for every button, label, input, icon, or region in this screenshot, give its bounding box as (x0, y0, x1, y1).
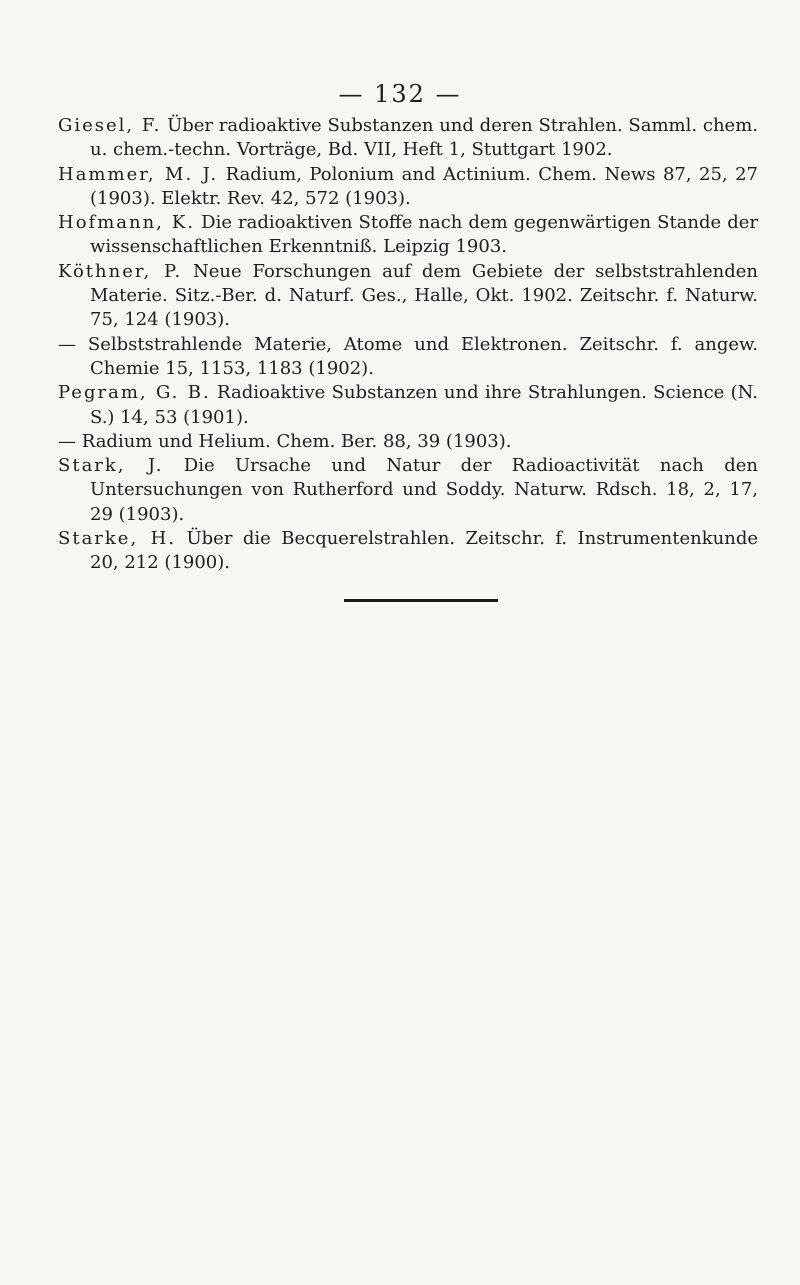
entry-text: Die radioaktiven Stoffe nach dem gegenwärtigen Stande der wissenschaftlichen Erkenntniß. Leipzig 1903. (90, 212, 759, 258)
end-rule (344, 599, 498, 602)
entry-author: Pegram, G. B. (58, 382, 211, 404)
entry-author: Köthner, P. (58, 260, 183, 282)
bibliography-entry (58, 527, 758, 576)
entry-author: Hammer, M. J. (58, 163, 219, 185)
entry-author: Starke, H. (58, 528, 177, 550)
bibliography-entry (58, 114, 758, 163)
entry-author: Hofmann, K. (58, 212, 196, 234)
entry-text: Radioaktive Substanzen und ihre Strahlungen. Science (N. S.) 14, 53 (1901). (90, 382, 758, 428)
bibliography-entry (58, 333, 758, 382)
page-number: — 132 — (338, 80, 462, 108)
bibliography-entry (58, 163, 758, 212)
entry-text: Radium, Polonium and Actinium. Chem. News 87, 25, 27 (1903). Elektr. Rev. 42, 572 (1903). (90, 163, 759, 209)
bibliography-list (58, 114, 758, 576)
entry-author: Giesel, F. (58, 115, 162, 136)
entry-author: Stark, J. (58, 455, 164, 477)
entry-text: Neue Forschungen auf dem Gebiete der selbststrahlenden Materie. Sitz.-Ber. d. Naturf. Ges., Halle, Okt. 1902. Zeitschr. f. Naturw. 75, 124 (1903). (90, 260, 758, 331)
bibliography-entry (58, 454, 758, 527)
entry-text: — Selbststrahlende Materie, Atome und Elektronen. Zeitschr. f. angew. Chemie 15, 1153, 1183 (1902). (58, 333, 758, 379)
entry-text: — Radium und Helium. Chem. Ber. 88, 39 (1903). (58, 430, 512, 452)
bibliography-entry (58, 260, 758, 333)
bibliography-entry (58, 381, 758, 430)
bibliography-entry (58, 430, 758, 454)
entry-text: Die Ursache und Natur der Radioactivität nach den Untersuchungen von Rutherford und Soddy. Naturw. Rdsch. 18, 2, 17, 29 (1903). (90, 455, 758, 525)
entry-text: Über radioaktive Substanzen und deren Strahlen. Samml. chem. u. chem.-techn. Vorträge, Bd. VII, Heft 1, Stuttgart 1902. (90, 115, 758, 161)
bibliography-entry (58, 211, 758, 260)
entry-text: Über die Becquerelstrahlen. Zeitschr. f. Instrumentenkunde 20, 212 (1900). (90, 528, 758, 574)
